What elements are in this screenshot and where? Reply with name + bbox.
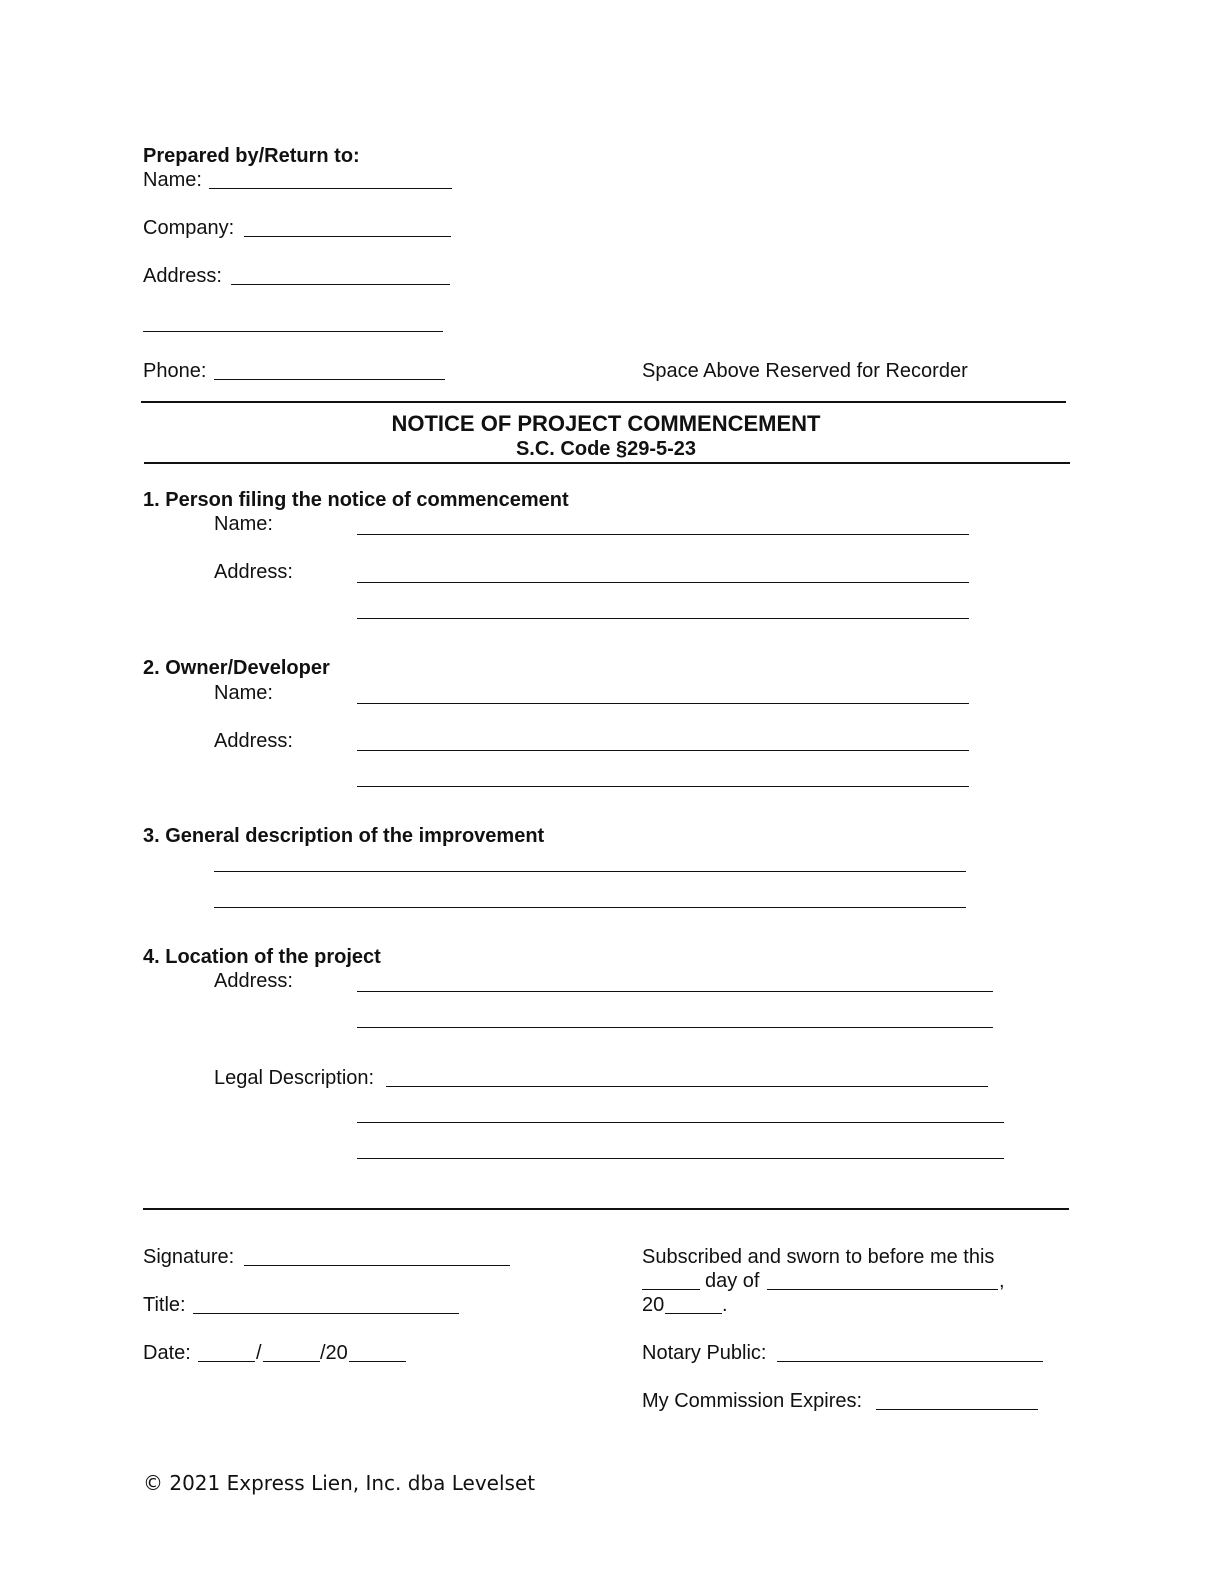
return-company-field[interactable] <box>244 236 451 237</box>
return-name-field[interactable] <box>209 188 452 189</box>
title-top-rule <box>141 401 1066 403</box>
section-3-heading: 3. General description of the improvement <box>143 825 545 847</box>
section-2-address-label: Address: <box>214 730 293 752</box>
section-4-address-field[interactable] <box>357 991 993 992</box>
commission-expires-label: My Commission Expires: <box>642 1390 863 1412</box>
notary-subscribed-text: Subscribed and sworn to before me this <box>642 1246 995 1268</box>
section-4-address-label: Address: <box>214 970 293 992</box>
section-1-address-field[interactable] <box>357 582 969 583</box>
legal-description-field-line3[interactable] <box>357 1158 1004 1159</box>
title-bottom-rule <box>144 462 1070 464</box>
signer-title-field[interactable] <box>193 1313 459 1314</box>
section-2-name-label: Name: <box>214 682 273 704</box>
date-day-field[interactable] <box>263 1361 320 1362</box>
return-phone-field[interactable] <box>214 379 445 380</box>
section-2-address-field-line2[interactable] <box>357 786 969 787</box>
section-1-name-field[interactable] <box>357 534 969 535</box>
signature-divider-rule <box>143 1208 1069 1210</box>
notary-month-field[interactable] <box>767 1289 998 1290</box>
return-name-label: Name: <box>143 169 202 191</box>
return-address-field[interactable] <box>231 284 450 285</box>
legal-description-field-line2[interactable] <box>357 1122 1004 1123</box>
section-3-description-field-line2[interactable] <box>214 907 966 908</box>
copyright-footer: © 2021 Express Lien, Inc. dba Levelset <box>143 1471 536 1495</box>
section-1-heading: 1. Person filing the notice of commencement <box>143 489 569 511</box>
section-2-name-field[interactable] <box>357 703 969 704</box>
section-1-address-field-line2[interactable] <box>357 618 969 619</box>
section-1-name-label: Name: <box>214 513 273 535</box>
signature-field[interactable] <box>244 1265 510 1266</box>
notary-year-prefix: 20 <box>642 1294 665 1316</box>
signature-label: Signature: <box>143 1246 235 1268</box>
document-title: NOTICE OF PROJECT COMMENCEMENT <box>391 411 821 436</box>
return-address-field-line2[interactable] <box>143 331 443 332</box>
date-label: Date: <box>143 1342 191 1364</box>
notary-year-field[interactable] <box>665 1313 722 1314</box>
prepared-by-heading: Prepared by/Return to: <box>143 145 360 167</box>
section-4-heading: 4. Location of the project <box>143 946 381 968</box>
date-year-prefix: /20 <box>320 1342 348 1364</box>
commission-expires-field[interactable] <box>876 1409 1038 1410</box>
date-month-field[interactable] <box>198 1361 255 1362</box>
notary-comma: , <box>999 1270 1005 1292</box>
section-2-heading: 2. Owner/Developer <box>143 657 330 679</box>
section-2-address-field[interactable] <box>357 750 969 751</box>
notary-day-of-text: day of <box>705 1270 760 1292</box>
return-address-label: Address: <box>143 265 222 287</box>
notary-public-field[interactable] <box>777 1361 1043 1362</box>
section-1-address-label: Address: <box>214 561 293 583</box>
statute-reference: S.C. Code §29-5-23 <box>515 438 697 460</box>
notary-public-label: Notary Public: <box>642 1342 767 1364</box>
recorder-space-note: Space Above Reserved for Recorder <box>642 360 968 382</box>
return-company-label: Company: <box>143 217 235 239</box>
legal-description-field[interactable] <box>386 1086 988 1087</box>
notary-day-field[interactable] <box>642 1289 700 1290</box>
section-3-description-field[interactable] <box>214 871 966 872</box>
date-separator: / <box>256 1342 262 1364</box>
section-4-address-field-line2[interactable] <box>357 1027 993 1028</box>
signer-title-label: Title: <box>143 1294 186 1316</box>
legal-description-label: Legal Description: <box>214 1067 375 1089</box>
date-year-field[interactable] <box>349 1361 406 1362</box>
return-phone-label: Phone: <box>143 360 207 382</box>
notary-period: . <box>722 1294 728 1316</box>
